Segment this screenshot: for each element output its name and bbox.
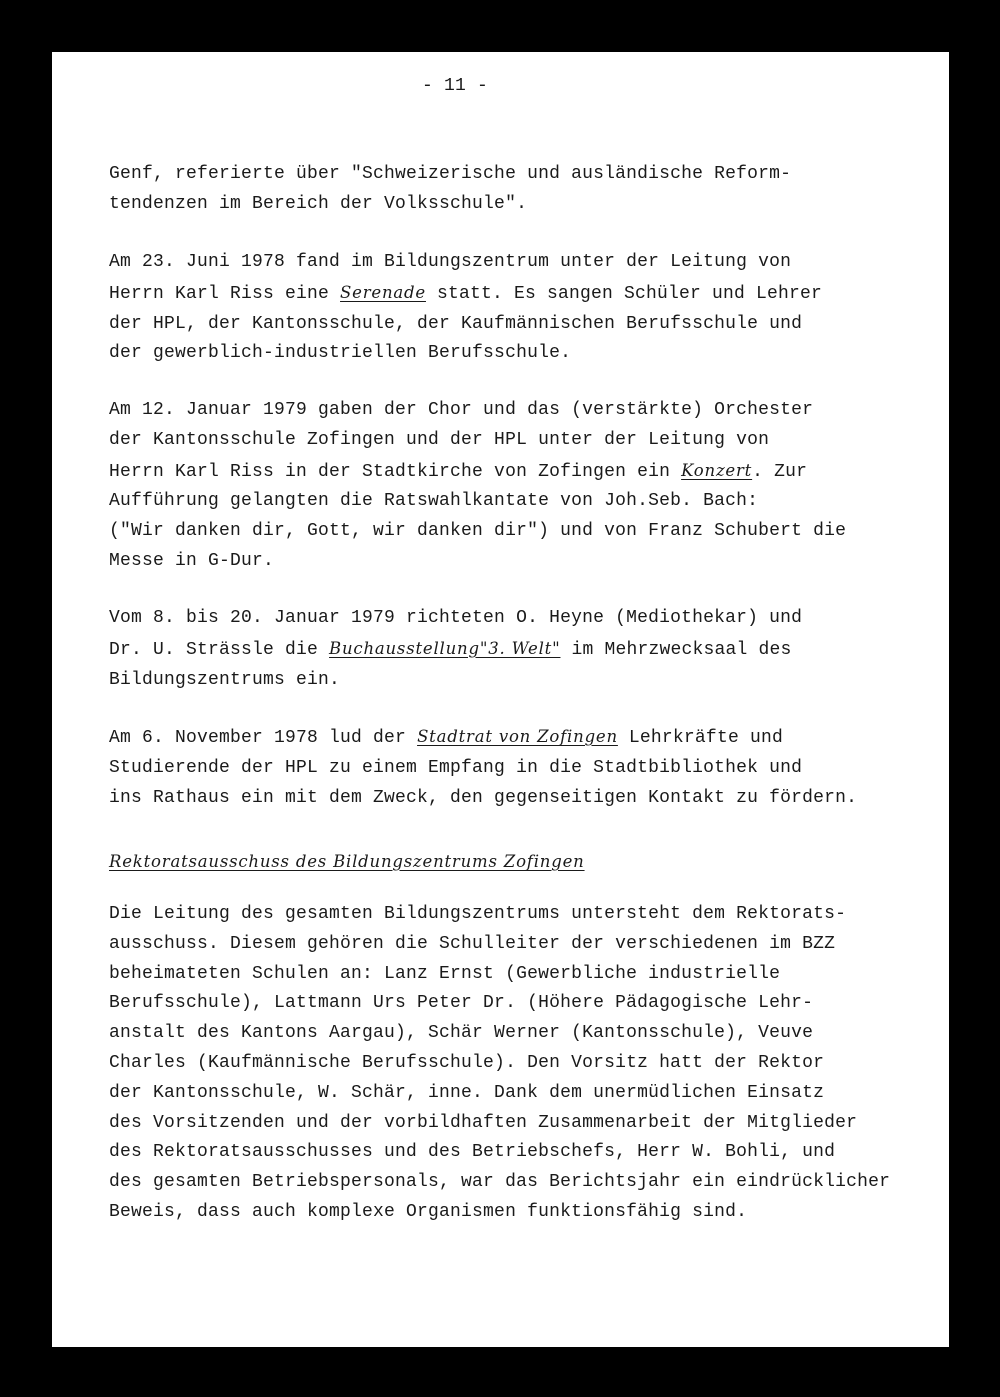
text-line: ins Rathaus ein mit dem Zweck, den gegenseitigen Kontakt zu fördern.: [109, 787, 858, 808]
text-span: Lehrkräfte und: [617, 728, 783, 748]
text-span: Dr. U. Strässle die: [109, 639, 330, 660]
text-line: der gewerblich-industriellen Berufsschule.: [109, 343, 572, 364]
text-line: Vom 8. bis 20. Januar 1979 richteten O. Heyne (Mediothekar) und: [109, 608, 803, 628]
text-line: tendenzen im Bereich der Volksschule".: [109, 193, 528, 214]
text-line: Die Leitung des gesamten Bildungszentrums untersteht dem Rektorats-: [109, 904, 847, 924]
text-line: Studierende der HPL zu einem Empfang in die Stadtbibliothek und: [109, 757, 803, 778]
text-line: der Kantonsschule Zofingen und der HPL unter der Leitung von: [109, 429, 770, 450]
text-line: ausschuss. Diesem gehören die Schulleiter der verschiedenen im BZZ: [109, 933, 836, 954]
text-span: im Mehrzwecksaal des: [560, 639, 792, 660]
text-line: der HPL, der Kantonsschule, der Kaufmännischen Berufsschule und: [109, 313, 803, 334]
paragraph-1: [109, 160, 791, 220]
text-line: Messe in G-Dur.: [109, 550, 275, 571]
text-line: Berufsschule), Lattmann Urs Peter Dr. (Höhere Pädagogische Lehr-: [109, 993, 814, 1014]
text-line: ("Wir danken dir, Gott, wir danken dir") und von Franz Schubert die: [109, 521, 847, 542]
underlined-term-serenade: Serenade: [340, 282, 426, 302]
text-line: beheimateten Schulen an: Lanz Ernst (Gewerbliche industrielle: [109, 963, 781, 984]
text-line: des gesamten Betriebspersonals, war das Berichtsjahr ein eindrücklicher: [109, 1172, 891, 1193]
text-line: des Vorsitzenden und der vorbildhaften Zusammenarbeit der Mitglieder: [109, 1112, 858, 1133]
text-span: Herrn Karl Riss in der Stadtkirche von Zofingen ein: [109, 461, 682, 482]
text-line: Am 23. Juni 1978 fand im Bildungszentrum unter der Leitung von: [109, 252, 792, 272]
underlined-term-buchausstellung: Buchausstellung"3. Welt": [329, 638, 561, 658]
text-span: Herrn Karl Riss eine: [109, 283, 341, 304]
page-number: - 11 -: [422, 76, 489, 96]
text-line: Aufführung gelangten die Ratswahlkantate von Joh.Seb. Bach:: [109, 491, 759, 512]
text-line: anstalt des Kantons Aargau), Schär Werner (Kantonsschule), Veuve: [109, 1023, 814, 1044]
text-line: [109, 722, 857, 754]
text-line: Beweis, dass auch komplexe Organismen funktionsfähig sind.: [109, 1201, 748, 1222]
paragraph-3: [109, 396, 846, 577]
text-span: statt. Es sangen Schüler und Lehrer: [425, 283, 823, 304]
text-span: Am 6. November 1978 lud der: [109, 728, 418, 748]
document-page: [52, 52, 949, 1347]
text-line: [109, 634, 802, 666]
text-span: . Zur: [752, 461, 808, 482]
text-line: Bildungszentrums ein.: [109, 669, 341, 690]
text-line: der Kantonsschule, W. Schär, inne. Dank dem unermüdlichen Einsatz: [109, 1082, 825, 1103]
text-line: [109, 456, 846, 488]
text-line: Charles (Kaufmännische Berufsschule). Den Vorsitz hatt der Rektor: [109, 1052, 825, 1073]
text-line: Am 12. Januar 1979 gaben der Chor und das (verstärkte) Orchester: [109, 400, 814, 420]
underlined-term-stadtrat: Stadtrat von Zofingen: [417, 727, 618, 746]
paragraph-6: [109, 900, 890, 1228]
paragraph-5: [109, 722, 857, 813]
paragraph-4: [109, 604, 802, 695]
text-line: [109, 278, 822, 310]
section-heading: Rektoratsausschuss des Bildungszentrums Zofingen: [109, 852, 585, 871]
text-line: des Rektoratsausschusses und des Betriebschefs, Herr W. Bohli, und: [109, 1142, 836, 1163]
underlined-term-konzert: Konzert: [681, 460, 753, 480]
paragraph-2: [109, 248, 822, 369]
text-line: Genf, referierte über "Schweizerische und ausländische Reform-: [109, 164, 792, 184]
